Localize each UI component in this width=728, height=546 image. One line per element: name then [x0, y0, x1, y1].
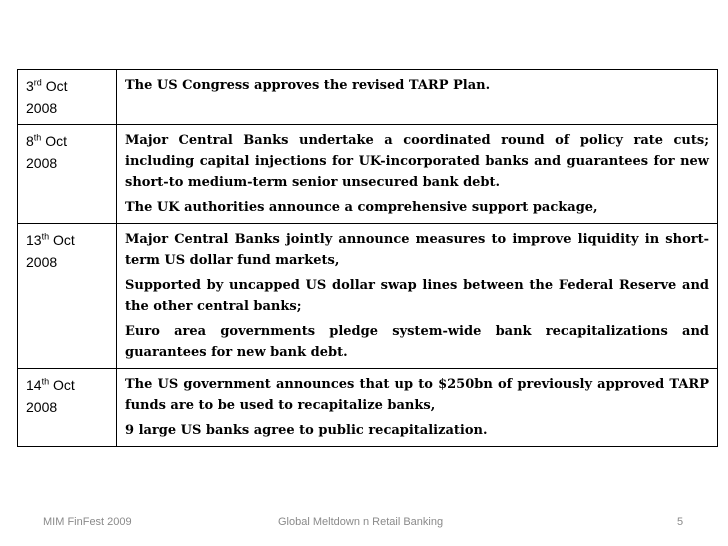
event-text: Supported by uncapped US dollar swap lines between the Federal Reserve and the other central banks;	[125, 278, 709, 314]
table-row	[18, 224, 718, 369]
date-suffix: rd	[33, 77, 42, 88]
slide-footer	[0, 516, 728, 536]
date-day: 13	[26, 232, 42, 248]
date-year: 2008	[26, 100, 58, 116]
event-text: Major Central Banks undertake a coordinated round of policy rate cuts; including capital injections for UK-incorporated banks and guarantees for new short-to medium-term senior unsecured bank debt.	[125, 133, 709, 190]
date-year: 2008	[26, 254, 58, 270]
event-text: The UK authorities announce a comprehensive support package,	[125, 200, 598, 215]
event-cell	[117, 70, 718, 125]
date-year: 2008	[26, 399, 58, 415]
date-day: 8	[26, 133, 34, 149]
date-suffix: th	[41, 231, 50, 242]
event-cell	[117, 224, 718, 369]
date-month: Oct	[45, 78, 68, 94]
event-cell	[117, 125, 718, 224]
event-text: Major Central Banks jointly announce measures to improve liquidity in short-term US dollar fund markets,	[125, 232, 709, 268]
footer-presentation-title: Global Meltdown n Retail Banking	[278, 516, 444, 528]
date-cell	[18, 224, 117, 369]
date-year: 2008	[26, 155, 58, 171]
date-cell	[18, 70, 117, 125]
date-month: Oct	[52, 232, 75, 248]
date-cell	[18, 125, 117, 224]
event-text: The US government announces that up to $250bn of previously approved TARP funds are to be used to recapitalize banks,	[125, 377, 709, 413]
footer-page-number: 5	[677, 516, 684, 528]
table-row	[18, 369, 718, 447]
date-month: Oct	[45, 133, 67, 149]
footer-event-name: MIM FinFest 2009	[43, 516, 132, 528]
table-row	[18, 125, 718, 224]
event-text: Euro area governments pledge system-wide bank recapitalizations and guarantees for new bank debt.	[125, 324, 709, 360]
event-text: The US Congress approves the revised TARP Plan.	[125, 78, 491, 93]
table-row	[18, 70, 718, 125]
date-day: 3	[26, 78, 34, 94]
date-cell	[18, 369, 117, 447]
date-month: Oct	[52, 377, 75, 393]
date-day: 14	[26, 377, 42, 393]
date-suffix: th	[41, 376, 50, 387]
date-suffix: th	[33, 132, 42, 143]
timeline-table	[17, 69, 718, 447]
event-cell	[117, 369, 718, 447]
event-text: 9 large US banks agree to public recapitalization.	[125, 423, 488, 438]
